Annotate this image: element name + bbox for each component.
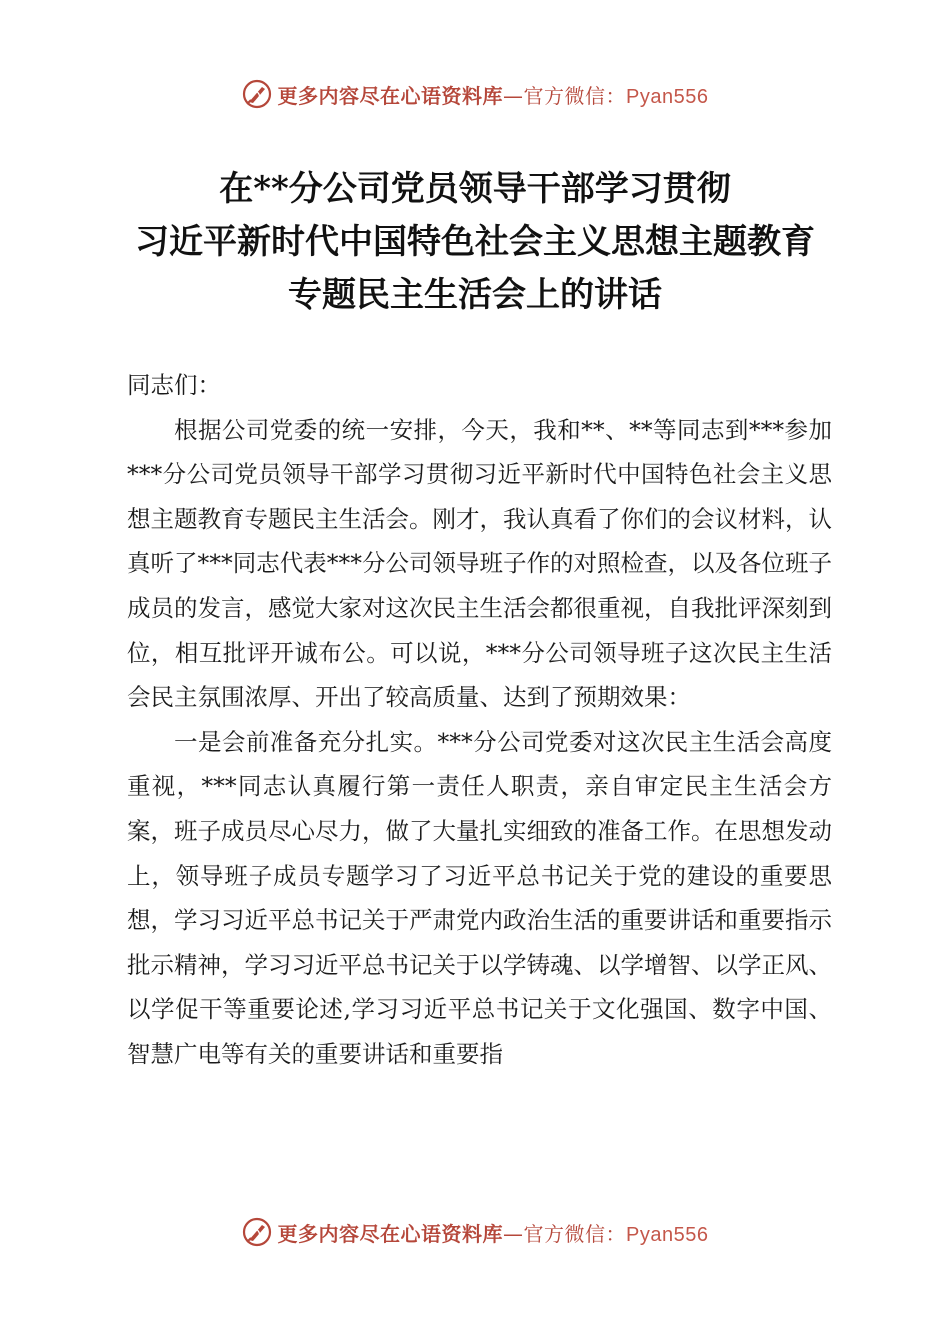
header-banner (0, 74, 950, 114)
paragraph: 根据公司党委的统一安排，今天，我和**、**等同志到***参加***分公司党员领导干部学习贯彻习近平新时代中国特色社会主义思想主题教育专题民主生活会。刚才，我认真看了你们的会议材料，认真听了***同志代表***分公司领导班子作的对照检查，以及各位班子成员的发言，感觉大家对这次民主生活会都很重视，自我批评深刻到位，相互批评开诚布公。可以说，***分公司领导班子这次民主生活会民主氛围浓厚、开出了较高质量、达到了预期效果： (127, 415, 832, 712)
document-body (127, 363, 832, 1077)
banner-brand: 更多内容尽在心语资料库 (277, 83, 504, 108)
banner-wechat-label: 官方微信： (523, 83, 627, 108)
paragraph: 一是会前准备充分扎实。***分公司党委对这次民主生活会高度重视，***同志认真履行第一责任人职责，亲自审定民主生活会方案，班子成员尽心尽力，做了大量扎实细致的准备工作。在思想发动上，领导班子成员专题学习了习近平总书记关于党的建设的重要思想，学习习近平总书记关于严肃党内政治生活的重要讲话和重要指示批示精神，学习习近平总书记关于以学铸魂、以学增智、以学正风、以学促干等重要论述,学习习近平总书记关于文化强国、数字中国、智慧广电等有关的重要讲话和重要指 (127, 727, 832, 1068)
banner-separator: — (503, 83, 524, 108)
banner-account: Pyan556 (626, 85, 709, 108)
quill-pen-logo-icon (242, 1217, 272, 1247)
banner-account: Pyan556 (626, 1223, 709, 1246)
banner-separator: — (503, 1221, 524, 1246)
banner-text (278, 1218, 709, 1247)
document-title (60, 163, 890, 322)
title-line-2: 习近平新时代中国特色社会主义思想主题教育 (135, 222, 815, 262)
banner-wechat-label: 官方微信： (523, 1221, 627, 1246)
salutation: 同志们： (127, 371, 221, 399)
banner-brand: 更多内容尽在心语资料库 (277, 1221, 504, 1246)
footer-banner (0, 1212, 950, 1252)
banner-text (278, 80, 709, 109)
quill-pen-logo-icon (242, 79, 272, 109)
title-line-3: 专题民主生活会上的讲话 (288, 275, 662, 315)
title-line-1: 在**分公司党员领导干部学习贯彻 (219, 169, 731, 209)
